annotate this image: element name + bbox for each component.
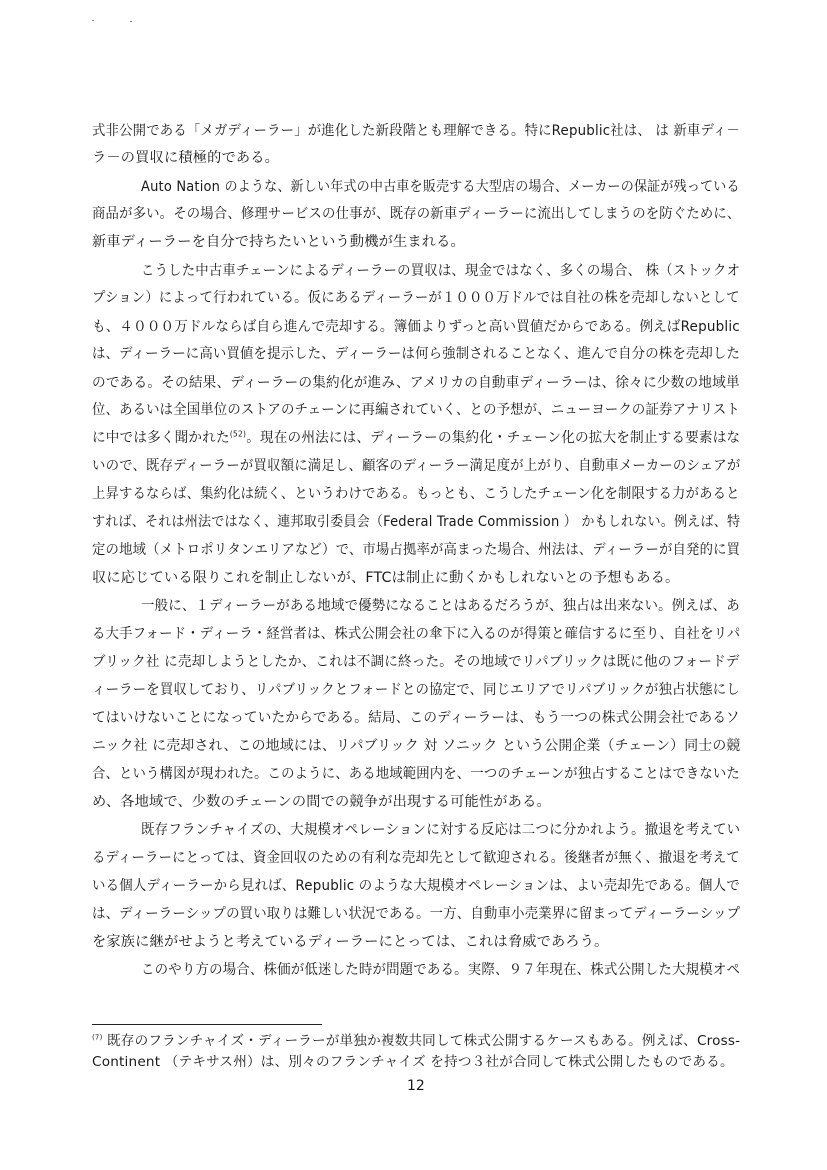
body-line: Auto Nation のような、新しい年式の中古車を販売する大型店の場合、メーカーの保証が残っている bbox=[141, 179, 740, 195]
body-line: すれば、それは州法ではなく、連邦取引委員会（Federal Trade Commission ） かもしれない。例えば、特 bbox=[92, 514, 741, 530]
body-line: ブリック社 に売却しようとしたか、これは不調に終った。その地域でリパブリックは既に他のフォードデ bbox=[92, 654, 740, 670]
body-line: てはいけないことになっていたからである。結局、このディーラーは、もう一つの株式公開会社であるソ bbox=[92, 710, 740, 726]
body-line bbox=[92, 429, 740, 447]
footnote-marker: (7) bbox=[92, 1033, 103, 1042]
body-line: プション）によって行われている。仮にあるディーラーが１０００万ドルでは自社の株を売却しないとして bbox=[92, 290, 740, 306]
body-line: このやり方の場合、株価が低迷した時が問題である。実際、９７年現在、株式公開した大規模オペ bbox=[141, 962, 741, 978]
body-line-end: 。現在の州法には、ディーラーの集約化・チェーン化の拡大を制止する要素はな bbox=[246, 430, 741, 446]
body-line: 既存フランチャイズの、大規模オペレーションに対する反応は二つに分かれよう。撤退を考えてい bbox=[141, 822, 741, 838]
footnote-reference[interactable]: (52) bbox=[229, 429, 247, 439]
body-line: ィーラーを買収しており、リパブリックとフォードとの協定で、同じエリアでリパブリックが独占状態にし bbox=[92, 682, 740, 698]
body-line: るディーラーにとっては、資金回収のための有利な売却先として歓迎される。後継者が無く、撤退を考えて bbox=[92, 850, 740, 866]
body-line: 新車ディーラーを自分で持ちたいという動機が生まれる。 bbox=[92, 234, 465, 250]
body-line: のである。その結果、ディーラーの集約化が進み、アメリカの自動車ディーラーは、徐々に少数の地域単 bbox=[92, 375, 740, 391]
body-line: 一般に、１ディーラーがある地域で優勢になることはあるだろうが、独占は出来ない。例えば、あ bbox=[141, 598, 740, 614]
footnote-line bbox=[92, 1032, 740, 1050]
footnote-text: 既存のフランチャイズ・ディーラーが単独か複数共同して株式公開するケースもある。例えば、Cross- bbox=[107, 1033, 741, 1049]
footnote-line: Continent （テキサス州）は、別々のフランチャイズ を持つ３社が合同して株式公開したものである。 bbox=[92, 1054, 734, 1070]
body-line-start: に中では多く聞かれた bbox=[92, 430, 230, 446]
footnote-divider bbox=[92, 1024, 322, 1025]
body-line: る大手フォード・ディーラ・経営者は、株式公開会社の傘下に入るのが得策と確信するに至り、自社をリパ bbox=[92, 626, 741, 642]
body-line: 商品が多い。その場合、修理サービスの仕事が、既存の新車ディーラーに流出してしまうのを防ぐために、 bbox=[92, 206, 741, 222]
page-number: 12 bbox=[407, 1078, 425, 1094]
scan-speck bbox=[92, 20, 94, 21]
body-line: ラ－の買収に積極的である。 bbox=[92, 150, 280, 166]
body-line: 式非公開である「メガディーラー」が進化した新段階とも理解できる。特にRepublic社は、 は 新車ディ－ bbox=[92, 123, 741, 139]
body-line: 位、あるいは全国単位のストアのチェーンに再編されていく、との予想が、ニューヨークの証券アナリスト bbox=[92, 402, 740, 418]
body-line: いる個人ディーラーから見れば、Republic のような大規模オペレーションは、よい売却先である。個人で bbox=[92, 878, 740, 894]
body-line: め、各地域で、少数のチェーンの間での競争が出現する可能性がある。 bbox=[92, 794, 551, 810]
body-line: も、４０００万ドルならば自ら進んで売却する。簿価よりずっと高い買値だからである。例えばRepublic bbox=[92, 319, 740, 335]
scan-speck bbox=[130, 21, 132, 22]
body-line: ニック社 に売却され、この地域には、リパブリック 対 ソニック という公開企業（チェーン）同士の競 bbox=[92, 738, 741, 754]
body-line: 上昇するならば、集約化は続く、というわけである。もっとも、こうしたチェーン化を制限する力があると bbox=[92, 486, 740, 502]
body-line: 収に応じている限りこれを制止しないが、FTCは制止に動くかもしれないとの予想もある。 bbox=[92, 570, 680, 586]
body-line: は、ディーラーに高い買値を提示した、ディーラーは何ら強制されることなく、進んで自分の株を売却した bbox=[92, 346, 741, 362]
body-line: は、ディーラーシップの買い取りは難しい状況である。一方、自動車小売業界に留まってディーラーシップ bbox=[92, 906, 741, 922]
body-line: こうした中古車チェーンによるディーラーの買収は、現金ではなく、多くの場合、 株（ストックオ bbox=[141, 263, 741, 279]
body-line: 定の地域（メトロポリタンエリアなど）で、市場占拠率が高まった場合、州法は、ディーラーが自発的に買 bbox=[92, 542, 741, 558]
body-line: いので、既存ディーラーが買収額に満足し、顧客のディーラー満足度が上がり、自動車メーカーのシェアが bbox=[92, 458, 741, 474]
body-line: 合、という構図が現われた。このように、ある地域範囲内を、一つのチェーンが独占することはできないた bbox=[92, 766, 740, 782]
body-line: を家族に継がせようと考えているディーラーにとっては、これは脅威であろう。 bbox=[92, 934, 609, 950]
